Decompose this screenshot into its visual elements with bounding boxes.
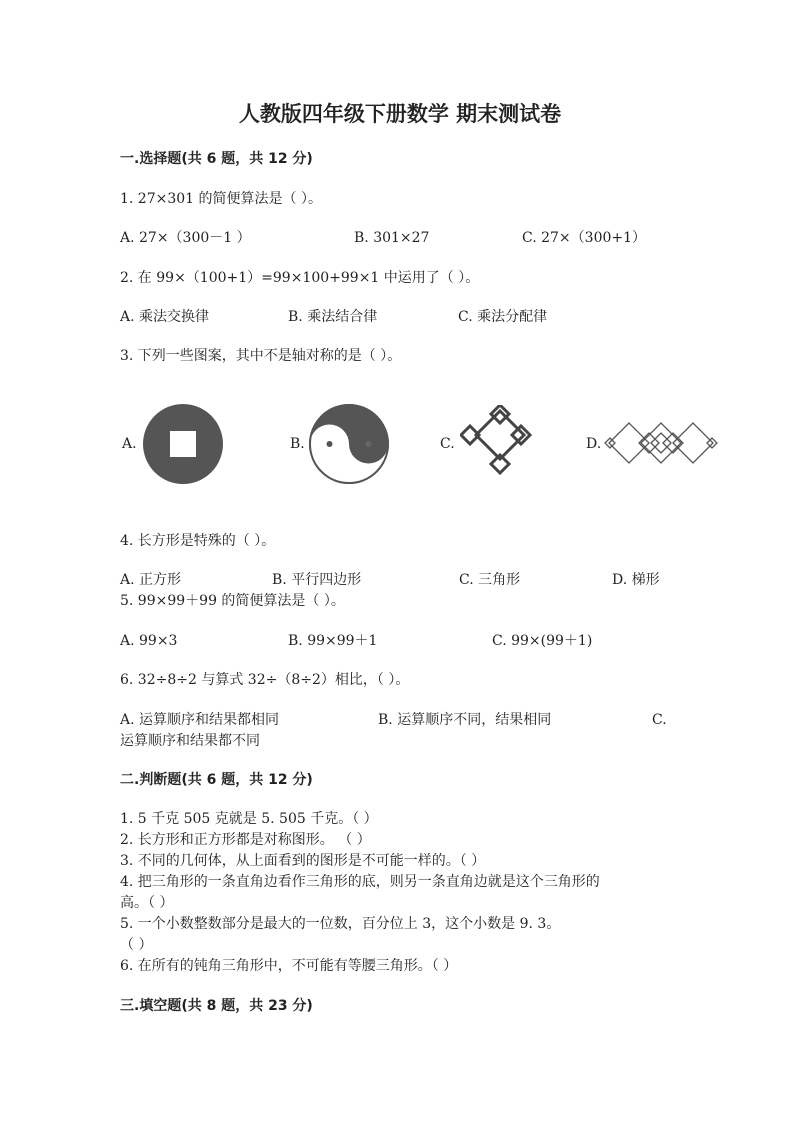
q3-option-a-label: A. <box>122 436 137 452</box>
q4-stem: 4. 长方形是特殊的（ ）。 <box>120 533 276 549</box>
lattice-figure <box>604 418 718 468</box>
q2-option-b: B. 乘法结合律 <box>288 309 378 325</box>
q6-option-a: A. 运算顺序和结果都相同 <box>120 712 280 728</box>
judge-line-3: 3. 不同的几何体，从上面看到的图形是不可能一样的。（ ） <box>120 853 486 869</box>
q4-option-b: B. 平行四边形 <box>272 572 362 588</box>
q2-stem: 2. 在 99×（100+1）=99×100+99×1 中运用了（ ）。 <box>120 270 480 286</box>
judge-line-5: 5. 一个小数整数部分是最大的一位数，百分位上 3，这个小数是 9. 3。 <box>120 916 561 932</box>
judge-line-2: 2. 长方形和正方形都是对称图形。 （ ） <box>120 832 371 848</box>
q2-option-c: C. 乘法分配律 <box>458 309 548 325</box>
judge-line-4-cont: 高。（ ） <box>120 895 174 911</box>
page-title: 人教版四年级下册数学 期末测试卷 <box>238 102 562 126</box>
judge-line-1: 1. 5 千克 505 克就是 5. 505 千克。（ ） <box>120 811 378 827</box>
q3-option-b-label: B. <box>290 436 305 452</box>
section-heading-fill: 三.填空题(共 8 题，共 23 分) <box>120 998 313 1014</box>
judge-line-4: 4. 把三角形的一条直角边看作三角形的底，则另一条直角边就是这个三角形的 <box>120 874 600 890</box>
q5-stem: 5. 99×99＋99 的简便算法是（ ）。 <box>120 593 345 609</box>
q3-stem: 3. 下列一些图案，其中不是轴对称的是（ ）。 <box>120 348 402 364</box>
q6-option-c-text: 运算顺序和结果都不同 <box>120 733 260 749</box>
q4-option-a: A. 正方形 <box>120 572 182 588</box>
section-heading-judge: 二.判断题(共 6 题，共 12 分) <box>120 772 313 788</box>
coin-figure <box>142 403 224 485</box>
judge-line-5-cont: （ ） <box>120 937 153 953</box>
q5-option-c: C. 99×(99＋1) <box>492 633 593 649</box>
q1-option-c: C. 27×（300+1） <box>522 230 647 246</box>
q6-option-c: C. <box>652 712 667 728</box>
judge-line-6: 6. 在所有的钝角三角形中，不可能有等腰三角形。（ ） <box>120 958 458 974</box>
q3-option-c-label: C. <box>440 436 455 452</box>
section-heading-choice: 一.选择题(共 6 题，共 12 分) <box>120 151 313 167</box>
q4-option-d: D. 梯形 <box>612 572 660 588</box>
q5-option-b: B. 99×99＋1 <box>288 633 378 649</box>
diamond-chain-figure <box>460 405 540 481</box>
q1-stem: 1. 27×301 的简便算法是（ ）。 <box>120 191 322 207</box>
yin-yang-figure <box>308 403 390 485</box>
q1-option-a: A. 27×（300－1 ） <box>120 230 251 246</box>
q4-option-c: C. 三角形 <box>459 572 521 588</box>
q6-option-b: B. 运算顺序不同，结果相同 <box>378 712 552 728</box>
q6-stem: 6. 32÷8÷2 与算式 32÷（8÷2）相比，（ ）。 <box>120 672 410 688</box>
q3-option-d-label: D. <box>586 436 602 452</box>
q5-option-a: A. 99×3 <box>120 633 178 649</box>
q2-option-a: A. 乘法交换律 <box>120 309 210 325</box>
q1-option-b: B. 301×27 <box>354 230 430 246</box>
